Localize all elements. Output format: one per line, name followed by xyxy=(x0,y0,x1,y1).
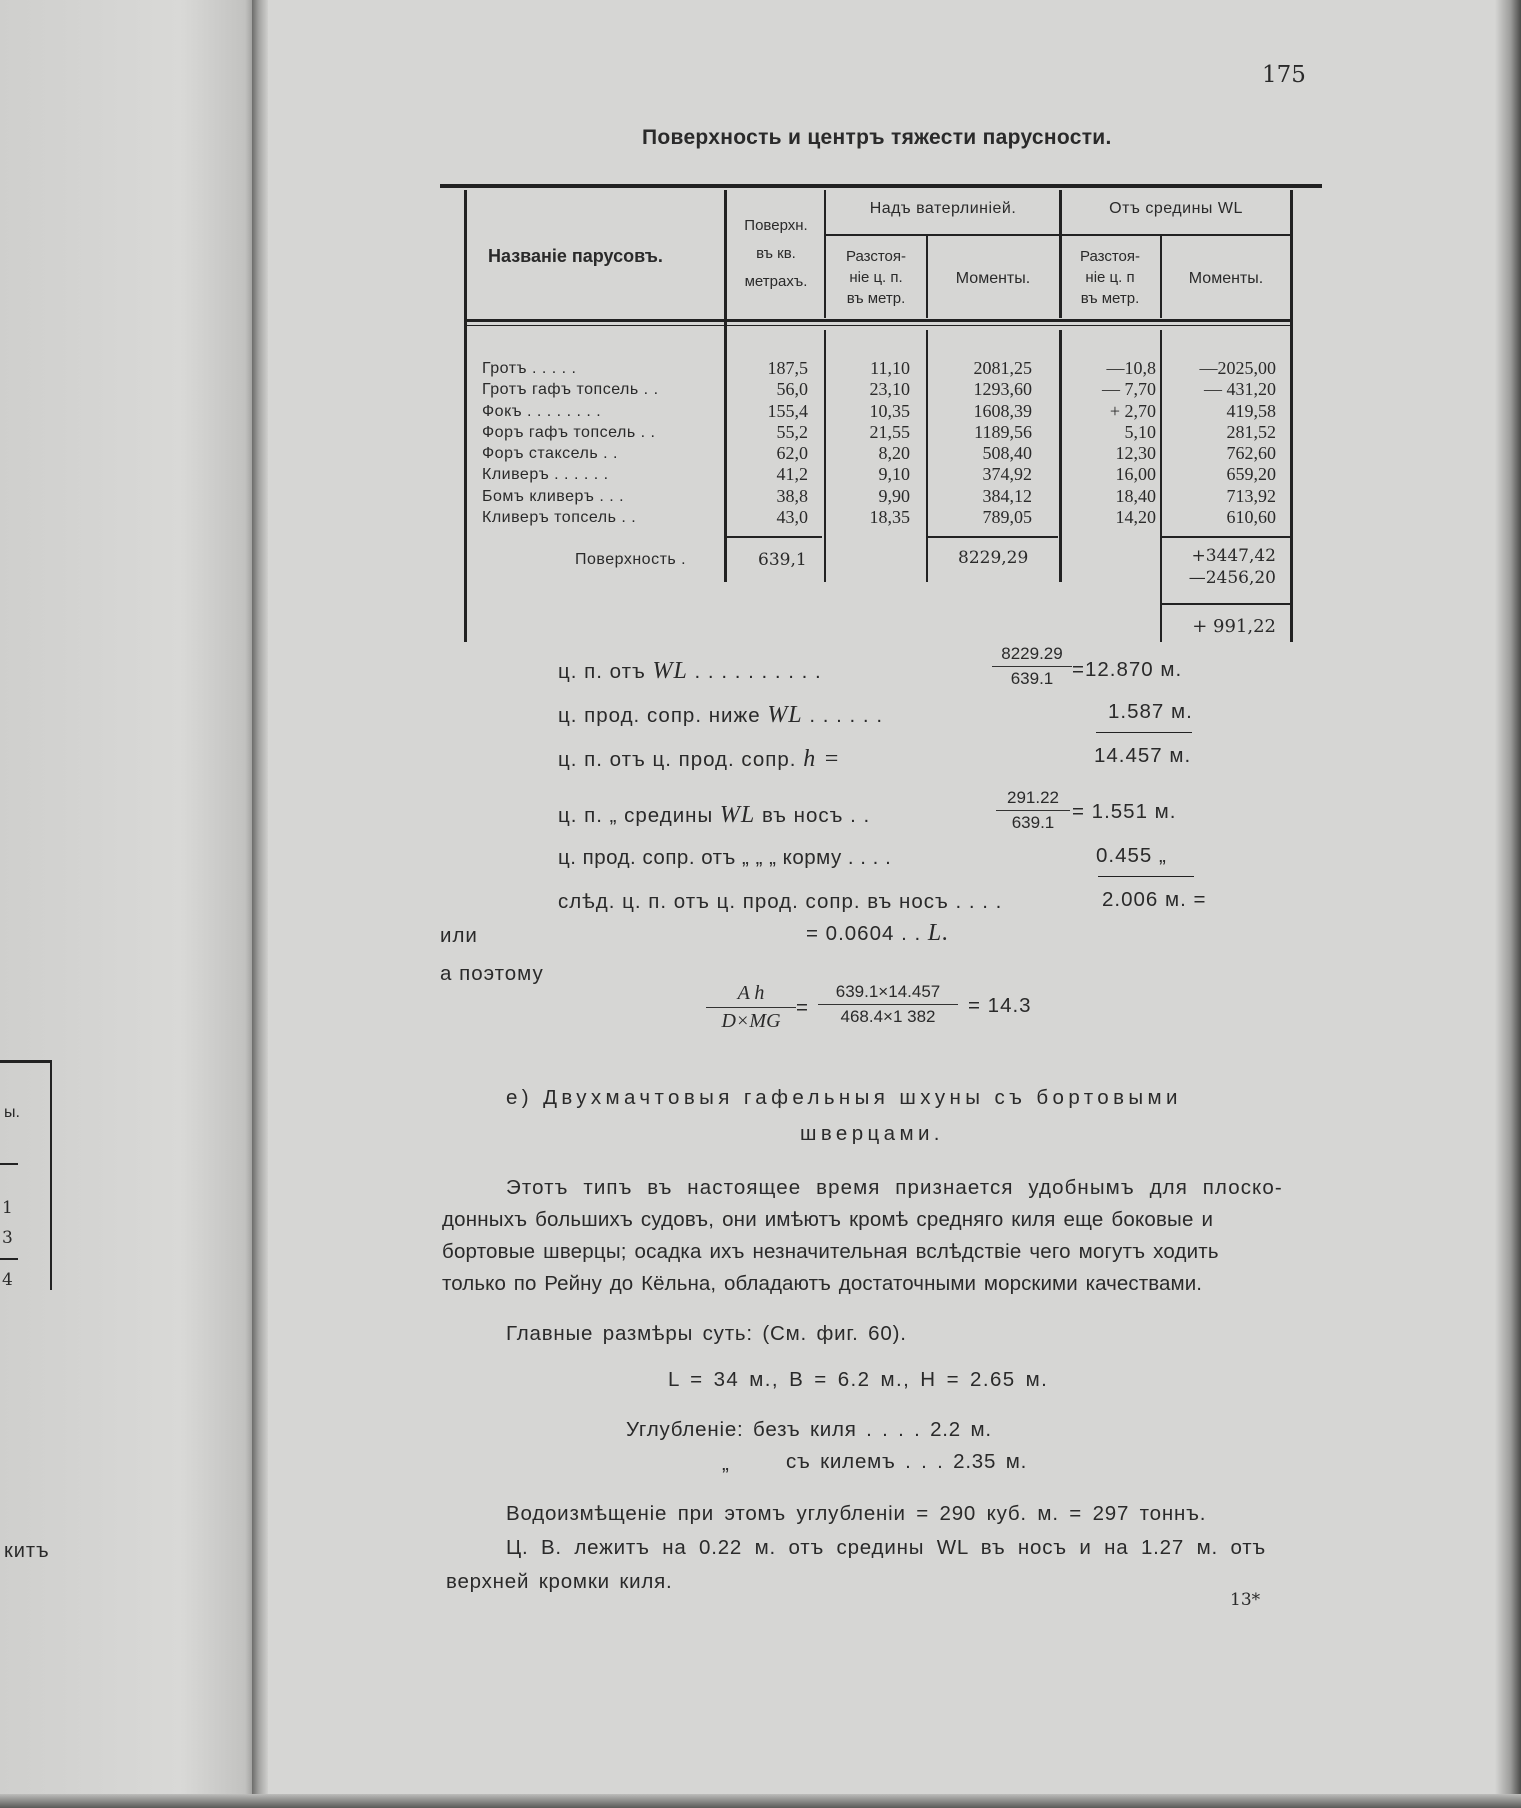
calc-fraction-1 xyxy=(992,644,1072,689)
fraction-denominator: D×MG xyxy=(721,1010,781,1032)
left-fragment-rule xyxy=(0,1163,18,1165)
table-header-above-wl: Надъ ватерлиніей. xyxy=(869,200,1017,217)
table-header-rule xyxy=(1062,234,1290,236)
calc-fraction-4 xyxy=(996,788,1070,833)
table-header-name: Названіе парусовъ. xyxy=(488,246,663,266)
table-cell: 384,12 xyxy=(982,485,1032,506)
paragraph-line: Этотъ типъ въ настоящее время признается удобнымъ для плоско- xyxy=(506,1176,1283,1199)
table-cell: 187,5 xyxy=(767,358,808,378)
table-header-moments1: Моменты. xyxy=(955,270,1031,287)
table-header-from-middle xyxy=(1062,200,1290,218)
left-fragment-text: 3 xyxy=(2,1228,13,1248)
right-page-edge xyxy=(1495,0,1521,1808)
calc-text: ц. прод. сопр. ниже xyxy=(558,704,761,727)
table-cell: — 7,70 xyxy=(1102,379,1156,400)
table-col-rule xyxy=(1059,330,1062,582)
calc-L: L. xyxy=(927,920,950,946)
table-col-rule xyxy=(1160,330,1162,642)
table-cell: 374,92 xyxy=(982,464,1032,485)
fraction-numerator: 8229.29 xyxy=(1001,644,1063,663)
table-cell: 9,10 xyxy=(878,464,910,485)
table-cell: + 2,70 xyxy=(1109,400,1156,421)
table-col-dist-mid xyxy=(1064,358,1156,528)
header-line: въ метр. xyxy=(1080,290,1140,307)
fraction-bar xyxy=(818,1004,958,1005)
header-line: Разстоя- xyxy=(845,248,907,265)
calc-line-2 xyxy=(558,702,883,729)
table-cell: 10,35 xyxy=(869,400,910,421)
table-cell: —2025,00 xyxy=(1199,358,1276,378)
table-cell: 14,20 xyxy=(1115,507,1156,528)
table-col-rule xyxy=(824,330,826,582)
sum-rule xyxy=(1098,876,1194,877)
table-header-bottom-rule xyxy=(467,319,1291,322)
fraction-denominator: 639.1 xyxy=(1011,813,1055,832)
paragraph-line: донныхъ большихъ судовъ, они имѣютъ кромѣ средняго киля еще боковые и xyxy=(442,1208,1214,1231)
calc-line-6: слѣд. ц. п. отъ ц. прод. сопр. въ носъ . . . . xyxy=(558,890,1003,913)
table-cell: Форъ стаксель . . xyxy=(482,445,618,463)
table-col-rule xyxy=(824,190,826,318)
header-middle-label: Отъ средины WL xyxy=(1109,200,1243,217)
fraction-bar xyxy=(992,666,1072,667)
table-col-names xyxy=(482,358,718,528)
table-cell: 419,58 xyxy=(1226,400,1276,421)
calc-h: h = xyxy=(803,746,841,772)
table-cell: 508,40 xyxy=(982,443,1032,464)
calc-result-4: = 1.551 м. xyxy=(1072,800,1177,823)
left-fragment-text: 1 xyxy=(2,1198,13,1218)
calc-wl: WL xyxy=(767,702,803,728)
left-fragment-rule xyxy=(0,1258,18,1260)
paragraph-line: бортовые шверцы; осадка ихъ незначительная вслѣдствіе чего могутъ ходить xyxy=(442,1240,1219,1263)
table-cell: 1293,60 xyxy=(973,379,1032,400)
left-fragment-text: 4 xyxy=(2,1270,13,1290)
fraction-denominator: 468.4×1 382 xyxy=(840,1007,936,1026)
table-header-bottom-rule xyxy=(467,325,1291,326)
table-cell: —10,8 xyxy=(1106,358,1156,378)
formula-fraction-2 xyxy=(818,982,958,1027)
formula-fraction-1 xyxy=(706,982,796,1033)
table-cell: — 431,20 xyxy=(1204,379,1276,400)
fraction-numerator: 291.22 xyxy=(1007,788,1059,807)
fraction-numerator: A h xyxy=(737,982,765,1004)
table-cell: 1189,56 xyxy=(974,421,1032,442)
table-col-moments-wl xyxy=(932,358,1032,528)
equals-sign: = xyxy=(796,996,809,1019)
table-left-rule xyxy=(464,190,467,642)
table-cell: 11,10 xyxy=(870,358,910,378)
table-col-rule xyxy=(926,330,928,582)
table-cell: 18,35 xyxy=(869,507,910,528)
table-cell: 55,2 xyxy=(776,421,808,442)
table-top-rule xyxy=(440,184,1322,188)
calc-result-2: 1.587 м. xyxy=(1108,700,1193,723)
ditto-mark: „ xyxy=(722,1452,730,1475)
table-sum-rule xyxy=(1162,536,1290,538)
table-cell: Фокъ . . . . . . . . xyxy=(482,402,602,420)
calc-text: ц. п. отъ xyxy=(558,660,646,683)
table-sum-rule xyxy=(727,536,822,538)
calc-text: ц. п. отъ ц. прод. сопр. xyxy=(558,748,797,771)
calc-line-1 xyxy=(558,658,822,685)
calc-dots: . . . . . . xyxy=(809,704,884,727)
book-spine xyxy=(252,0,268,1808)
calc-result-3: 14.457 м. xyxy=(1094,744,1192,767)
table-cell: Бомъ кливеръ . . . xyxy=(482,487,625,505)
table-col-rule xyxy=(724,190,727,582)
left-fragment-text: китъ xyxy=(4,1540,50,1562)
table-cell: 155,4 xyxy=(767,400,808,421)
table-cell: 41,2 xyxy=(776,464,808,485)
fraction-denominator: 639.1 xyxy=(1010,669,1054,688)
calc-text: въ носъ . . xyxy=(761,804,871,827)
header-line: Поверхн. xyxy=(744,217,808,234)
left-fragment-rule xyxy=(0,1060,52,1063)
table-cell: Гротъ . . . . . xyxy=(482,360,577,377)
calc-result-6: 2.006 м. = xyxy=(1102,888,1207,911)
table-cell: 43,0 xyxy=(776,507,808,528)
table-cell: 16,00 xyxy=(1115,464,1156,485)
header-line: метрахъ. xyxy=(744,273,808,290)
table-cell: 38,8 xyxy=(776,485,808,506)
table-sum-rule xyxy=(1162,603,1290,605)
sum-rule xyxy=(1096,732,1192,733)
header-line: ніе ц. п. xyxy=(849,269,903,286)
table-total-surface: 639,1 xyxy=(758,550,807,570)
table-cell: 9,90 xyxy=(878,485,910,506)
fraction-bar xyxy=(706,1007,796,1008)
header-line: Разстоя- xyxy=(1079,248,1141,265)
page-number: 175 xyxy=(1262,62,1306,88)
header-line: въ кв. xyxy=(756,245,796,262)
calc-text: ц. п. „ средины xyxy=(558,804,714,827)
cb-line-1: Ц. В. лежитъ на 0.22 м. отъ средины WL въ носъ и на 1.27 м. отъ xyxy=(506,1536,1267,1559)
page-title: Поверхность и центръ тяжести парусности. xyxy=(642,126,1112,149)
table-cell: 23,10 xyxy=(869,379,910,400)
table-cell: 62,0 xyxy=(776,443,808,464)
dims-formula: L = 34 м., B = 6.2 м., H = 2.65 м. xyxy=(668,1368,1049,1391)
calc-dots: . . . . . . . . . . xyxy=(694,660,822,683)
header-line: ніе ц. п xyxy=(1085,269,1135,286)
left-fragment-vrule xyxy=(50,1062,52,1290)
section-heading: е) Двухмачтовыя гафельныя шхуны съ бортовыми xyxy=(506,1086,1182,1109)
table-total-minus: —2456,20 xyxy=(1188,568,1276,588)
table-cell: Гротъ гафъ топсель . . xyxy=(482,381,659,399)
table-total-label: Поверхность . xyxy=(575,551,687,568)
draft-line-2: съ килемъ . . . 2.35 м. xyxy=(786,1450,1028,1473)
displacement-line: Водоизмѣщеніе при этомъ углубленіи = 290 куб. м. = 297 тоннъ. xyxy=(506,1502,1207,1525)
table-total-plus: +3447,42 xyxy=(1191,546,1276,566)
section-heading-cont: шверцами. xyxy=(800,1122,944,1145)
left-page-margin xyxy=(0,0,258,1808)
table-cell: 18,40 xyxy=(1115,485,1156,506)
or-label: или xyxy=(440,924,478,947)
calc-line-3 xyxy=(558,746,840,773)
table-header-dist1 xyxy=(828,246,924,309)
table-cell: 21,55 xyxy=(869,421,910,442)
fraction-bar xyxy=(996,810,1070,811)
table-cell: 5,10 xyxy=(1124,421,1156,442)
table-sum-rule xyxy=(928,536,1058,538)
table-header-moments2: Моменты. xyxy=(1188,270,1264,287)
table-cell: Форъ гафъ топсель . . xyxy=(482,423,656,441)
table-cell: Кливеръ топсель . . xyxy=(482,509,637,527)
calc-wl: WL xyxy=(652,658,688,684)
left-fragment-text: ы. xyxy=(4,1104,20,1121)
formula-result: = 14.3 xyxy=(968,994,1032,1017)
therefore-label: а поэтому xyxy=(440,962,544,985)
table-cell: 610,60 xyxy=(1226,507,1276,528)
bottom-page-edge xyxy=(0,1794,1521,1808)
paragraph-line: только по Рейну до Кёльна, обладаютъ достаточными морскими качествами. xyxy=(442,1272,1203,1295)
table-col-moments-mid xyxy=(1166,358,1276,528)
table-cell: 56,0 xyxy=(776,379,808,400)
table-right-rule xyxy=(1290,190,1293,642)
fraction-numerator: 639.1×14.457 xyxy=(835,982,941,1001)
table-cell: 789,05 xyxy=(982,507,1032,528)
dims-intro: Главные размѣры суть: (См. фиг. 60). xyxy=(506,1322,907,1345)
table-header-rule xyxy=(826,234,1060,236)
table-col-surface xyxy=(730,358,808,528)
table-col-dist-wl xyxy=(830,358,910,528)
table-cell: 12,30 xyxy=(1115,443,1156,464)
table-cell: 659,20 xyxy=(1226,464,1276,485)
table-cell: 8,20 xyxy=(878,443,910,464)
cb-line-2: верхней кромки киля. xyxy=(446,1570,673,1593)
table-cell: Кливеръ . . . . . . xyxy=(482,466,609,484)
calc-wl: WL xyxy=(719,802,756,828)
signature-mark: 13* xyxy=(1230,1590,1261,1610)
table-cell: 713,92 xyxy=(1226,485,1276,506)
calc-result-5: 0.455 „ xyxy=(1096,844,1167,867)
calc-line-4 xyxy=(558,802,870,829)
table-cell: 2081,25 xyxy=(973,358,1032,378)
draft-line-1: Углубленіе: безъ киля . . . . 2.2 м. xyxy=(626,1418,992,1441)
table-cell: 1608,39 xyxy=(973,400,1032,421)
calc-text: = 0.0604 . . xyxy=(806,922,922,945)
table-header-surface xyxy=(728,212,824,296)
calc-result-1: =12.870 м. xyxy=(1072,658,1183,681)
calc-line-7 xyxy=(806,920,949,947)
table-total-moments-wl: 8229,29 xyxy=(958,548,1029,568)
table-cell: 762,60 xyxy=(1226,443,1276,464)
calc-line-5: ц. прод. сопр. отъ „ „ „ корму . . . . xyxy=(558,846,892,869)
table-total-result: + 991,22 xyxy=(1192,616,1276,637)
table-cell: 281,52 xyxy=(1226,421,1276,442)
table-header-dist2 xyxy=(1062,246,1158,309)
header-line: въ метр. xyxy=(846,290,906,307)
